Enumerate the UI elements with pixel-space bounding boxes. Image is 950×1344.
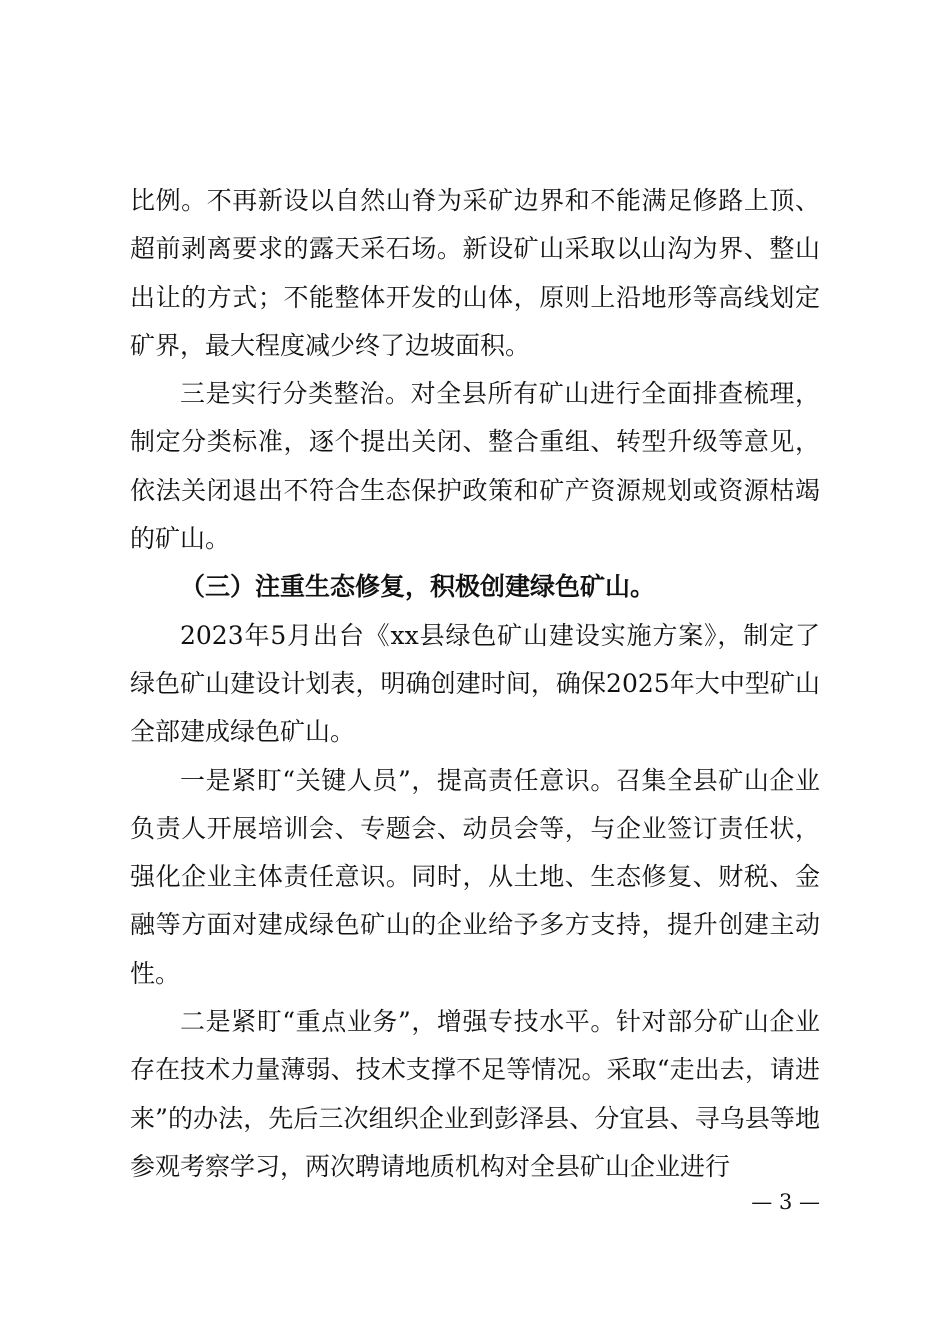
body-text	[130, 177, 820, 1191]
section-heading: （三）注重生态修复，积极创建绿色矿山。	[180, 572, 656, 602]
paragraph-key-business: 二是紧盯“重点业务”，增强专技水平。针对部分矿山企业存在技术力量薄弱、技术支撑不足等情况。采取“走出去，请进来”的办法，先后三次组织企业到彭泽县、分宜县、寻乌县等地参观考察学习，两次聘请地质机构对全县矿山企业进行	[130, 1007, 820, 1181]
paragraph-classified-rectification: 三是实行分类整治。对全县所有矿山进行全面排查梳理，制定分类标准，逐个提出关闭、整合重组、转型升级等意见，依法关闭退出不符合生态保护政策和矿产资源规划或资源枯竭的矿山。	[130, 379, 820, 554]
paragraph-key-personnel: 一是紧盯“关键人员”，提高责任意识。召集全县矿山企业负责人开展培训会、专题会、动员会等，与企业签订责任状，强化企业主体责任意识。同时，从土地、生态修复、财税、金融等方面对建成绿色矿山的企业给予多方支持，提升创建主动性。	[130, 765, 820, 988]
page-number: — 3 —	[751, 1190, 820, 1214]
paragraph-green-mine-plan: 2023年5月出台《xx县绿色矿山建设实施方案》，制定了绿色矿山建设计划表，明确创建时间，确保2025年大中型矿山全部建成绿色矿山。	[130, 620, 820, 747]
paragraph-continuation: 比例。不再新设以自然山脊为采矿边界和不能满足修路上顶、超前剥离要求的露天采石场。新设矿山采取以山沟为界、整山出让的方式；不能整体开发的山体，原则上沿地形等高线划定矿界，最大程度减少终了边坡面积。	[130, 186, 820, 360]
